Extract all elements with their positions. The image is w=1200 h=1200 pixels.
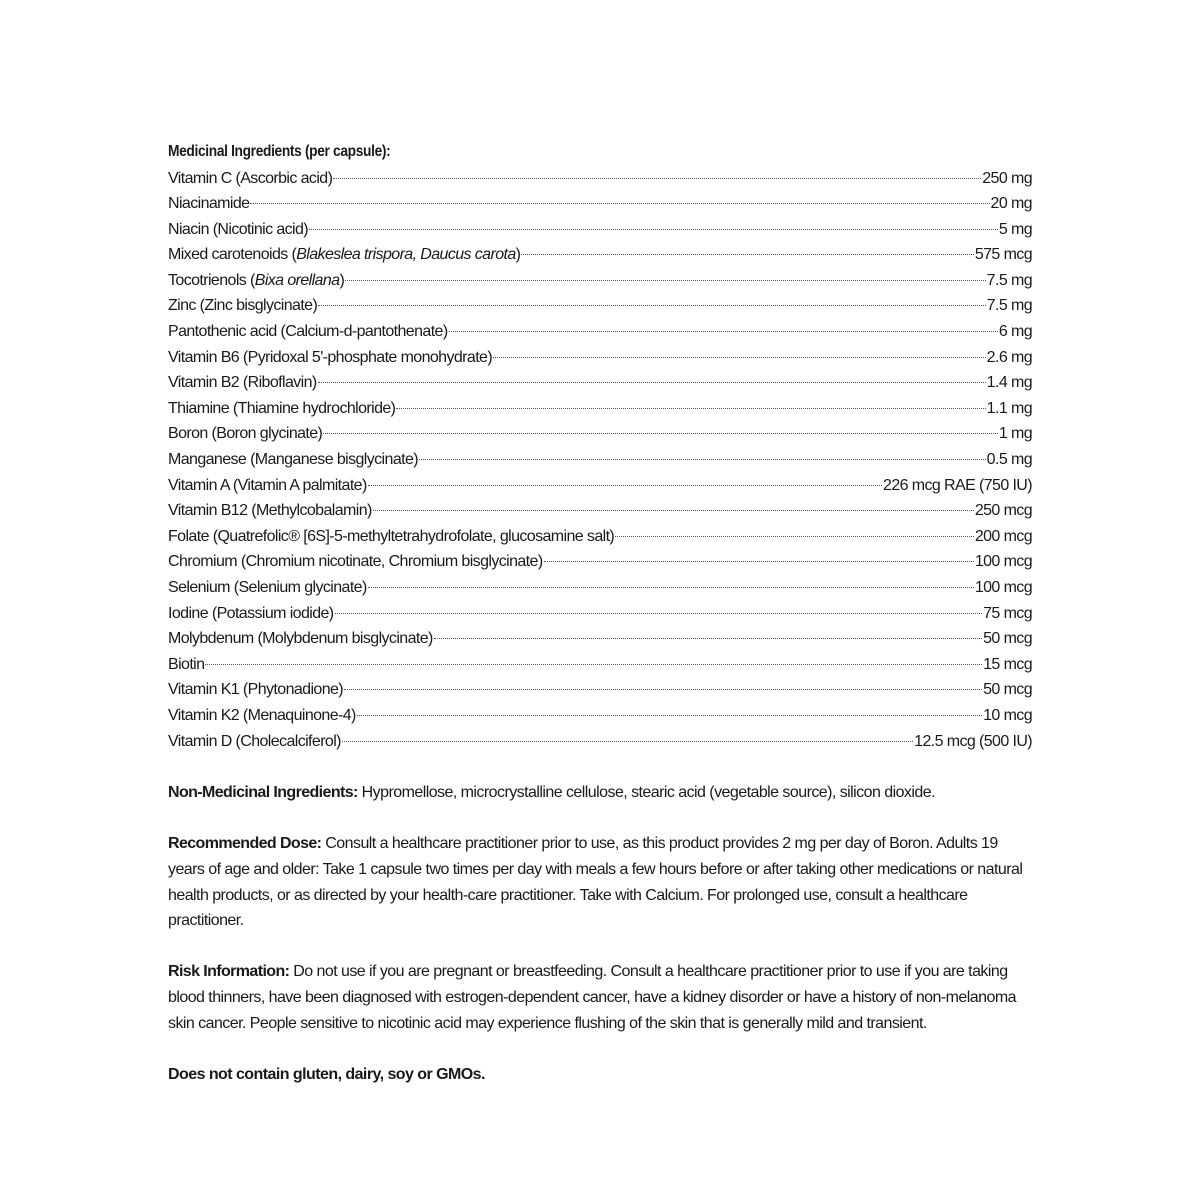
dot-leader xyxy=(342,741,913,742)
ingredient-name: Vitamin K1 (Phytonadione) xyxy=(168,681,344,699)
ingredient-row xyxy=(168,473,1032,499)
ingredient-amount: 75 mcg xyxy=(983,604,1032,622)
ingredient-row xyxy=(168,626,1032,652)
dot-leader xyxy=(368,485,882,486)
ingredient-amount: 100 mcg xyxy=(974,553,1032,571)
ingredient-name: Pantothenic acid (Calcium-d-pantothenate) xyxy=(168,323,448,341)
recommended-dose-text: Consult a healthcare practitioner prior to use, as this product provides 2 mg per day of Boron. Adults 19 years of age and older: Take 1 capsule two times per day with meals a few hours before or after taking other medications or natural health products, or as directed by your health-care practitioner. Take with Calcium. For prolonged use, consult a healthcare practitioner. xyxy=(168,835,1023,930)
dot-leader xyxy=(493,357,986,358)
ingredient-row xyxy=(168,421,1032,447)
ingredient-name: Mixed carotenoids (Blakeslea trispora, Daucus carota) xyxy=(168,246,521,264)
ingredient-amount: 200 mcg xyxy=(974,527,1032,545)
dot-leader xyxy=(333,178,981,179)
dot-leader xyxy=(318,305,985,306)
medicinal-ingredients-heading: Medicinal Ingredients (per capsule): xyxy=(168,143,391,160)
ingredient-row xyxy=(168,729,1032,755)
ingredient-row xyxy=(168,217,1032,243)
ingredient-amount: 7.5 mg xyxy=(986,271,1032,289)
risk-information-text: Do not use if you are pregnant or breastfeeding. Consult a healthcare practitioner prior to use if you are taking blood thinners, have been diagnosed with estrogen-dependent cancer, have a kidney disorder or have a history of non-melanoma skin cancer. People sensitive to nicotinic acid may experience flushing of the skin that is generally mild and transient. xyxy=(168,963,1016,1032)
ingredient-name: Vitamin C (Ascorbic acid) xyxy=(168,169,333,187)
ingredient-row xyxy=(168,575,1032,601)
ingredient-amount: 2.6 mg xyxy=(986,348,1032,366)
dot-leader xyxy=(521,254,973,255)
ingredient-amount: 20 mg xyxy=(990,195,1032,213)
ingredient-name: Iodine (Potassium iodide) xyxy=(168,604,334,622)
dot-leader xyxy=(205,664,982,665)
ingredient-name: Biotin xyxy=(168,655,205,673)
ingredient-name: Vitamin B12 (Methylcobalamin) xyxy=(168,502,372,520)
ingredient-amount: 6 mg xyxy=(998,323,1032,341)
non-medicinal-text: Hypromellose, microcrystalline cellulose, stearic acid (vegetable source), silicon dioxide. xyxy=(357,784,935,802)
supplement-label xyxy=(168,140,1032,1087)
ingredient-name: Molybdenum (Molybdenum bisglycinate) xyxy=(168,630,433,648)
recommended-dose-label: Recommended Dose: xyxy=(168,835,322,853)
ingredient-row xyxy=(168,677,1032,703)
ingredient-name: Niacin (Nicotinic acid) xyxy=(168,220,309,238)
dot-leader xyxy=(373,510,974,511)
ingredient-row xyxy=(168,191,1032,217)
ingredient-row xyxy=(168,396,1032,422)
ingredient-amount: 0.5 mg xyxy=(986,451,1032,469)
ingredient-list xyxy=(168,166,1032,755)
ingredient-amount: 50 mcg xyxy=(983,681,1032,699)
ingredient-name: Niacinamide xyxy=(168,195,250,213)
risk-information xyxy=(168,959,1032,1036)
dot-leader xyxy=(419,459,986,460)
ingredient-row xyxy=(168,242,1032,268)
ingredient-amount: 575 mcg xyxy=(974,246,1032,264)
dot-leader xyxy=(345,280,985,281)
ingredient-name: Vitamin D (Cholecalciferol) xyxy=(168,732,341,750)
ingredient-row xyxy=(168,345,1032,371)
dot-leader xyxy=(368,587,974,588)
dot-leader xyxy=(344,689,982,690)
dot-leader xyxy=(434,638,982,639)
ingredient-amount: 15 mcg xyxy=(983,655,1032,673)
allergen-statement: Does not contain gluten, dairy, soy or GMOs. xyxy=(168,1065,485,1083)
dot-leader xyxy=(323,433,998,434)
ingredient-row xyxy=(168,524,1032,550)
ingredient-amount: 10 mcg xyxy=(983,706,1032,724)
dot-leader xyxy=(615,536,974,537)
ingredient-name: Chromium (Chromium nicotinate, Chromium bisglycinate) xyxy=(168,553,543,571)
ingredient-amount: 1 mg xyxy=(998,425,1032,443)
ingredient-row xyxy=(168,370,1032,396)
ingredient-name: Boron (Boron glycinate) xyxy=(168,425,323,443)
ingredient-amount: 5 mg xyxy=(998,220,1032,238)
ingredient-amount: 250 mg xyxy=(982,169,1032,187)
ingredient-row xyxy=(168,652,1032,678)
ingredient-amount: 250 mcg xyxy=(974,502,1032,520)
non-medicinal-label: Non-Medicinal Ingredients: xyxy=(168,784,358,802)
ingredient-row xyxy=(168,319,1032,345)
dot-leader xyxy=(250,203,989,204)
dot-leader xyxy=(544,561,974,562)
ingredient-name: Zinc (Zinc bisglycinate) xyxy=(168,297,318,315)
ingredient-name: Folate (Quatrefolic® [6S]-5-methyltetrahydrofolate, glucosamine salt) xyxy=(168,527,615,545)
risk-information-label: Risk Information: xyxy=(168,963,290,981)
ingredient-name: Vitamin B6 (Pyridoxal 5'-phosphate monohydrate) xyxy=(168,348,493,366)
ingredient-row xyxy=(168,268,1032,294)
ingredient-amount: 1.1 mg xyxy=(986,399,1032,417)
ingredient-name: Vitamin A (Vitamin A palmitate) xyxy=(168,476,367,494)
dot-leader xyxy=(396,408,985,409)
ingredient-amount: 7.5 mg xyxy=(986,297,1032,315)
dot-leader xyxy=(318,382,986,383)
ingredient-amount: 100 mcg xyxy=(974,579,1032,596)
ingredient-name: Vitamin K2 (Menaquinone-4) xyxy=(168,706,356,724)
ingredient-row xyxy=(168,447,1032,473)
ingredient-amount: 226 mcg RAE (750 IU) xyxy=(883,476,1032,494)
ingredient-amount: 12.5 mcg (500 IU) xyxy=(914,732,1032,750)
ingredient-row xyxy=(168,498,1032,524)
ingredient-row xyxy=(168,601,1032,627)
ingredient-name: Manganese (Manganese bisglycinate) xyxy=(168,451,418,469)
dot-leader xyxy=(357,715,982,716)
recommended-dose xyxy=(168,831,1032,933)
dot-leader xyxy=(309,229,998,230)
ingredient-amount: 50 mcg xyxy=(983,630,1032,648)
non-medicinal-ingredients xyxy=(168,780,1032,806)
ingredient-name: Selenium (Selenium glycinate) xyxy=(168,579,367,596)
dot-leader xyxy=(335,613,983,614)
ingredient-row xyxy=(168,166,1032,192)
ingredient-amount: 1.4 mg xyxy=(986,374,1032,392)
ingredient-row xyxy=(168,703,1032,729)
ingredient-row xyxy=(168,549,1032,575)
ingredient-name: Vitamin B2 (Riboflavin) xyxy=(168,374,317,392)
ingredient-row xyxy=(168,293,1032,319)
ingredient-name: Tocotrienols (Bixa orellana) xyxy=(168,271,345,289)
ingredient-name: Thiamine (Thiamine hydrochloride) xyxy=(168,399,396,417)
dot-leader xyxy=(449,331,998,332)
